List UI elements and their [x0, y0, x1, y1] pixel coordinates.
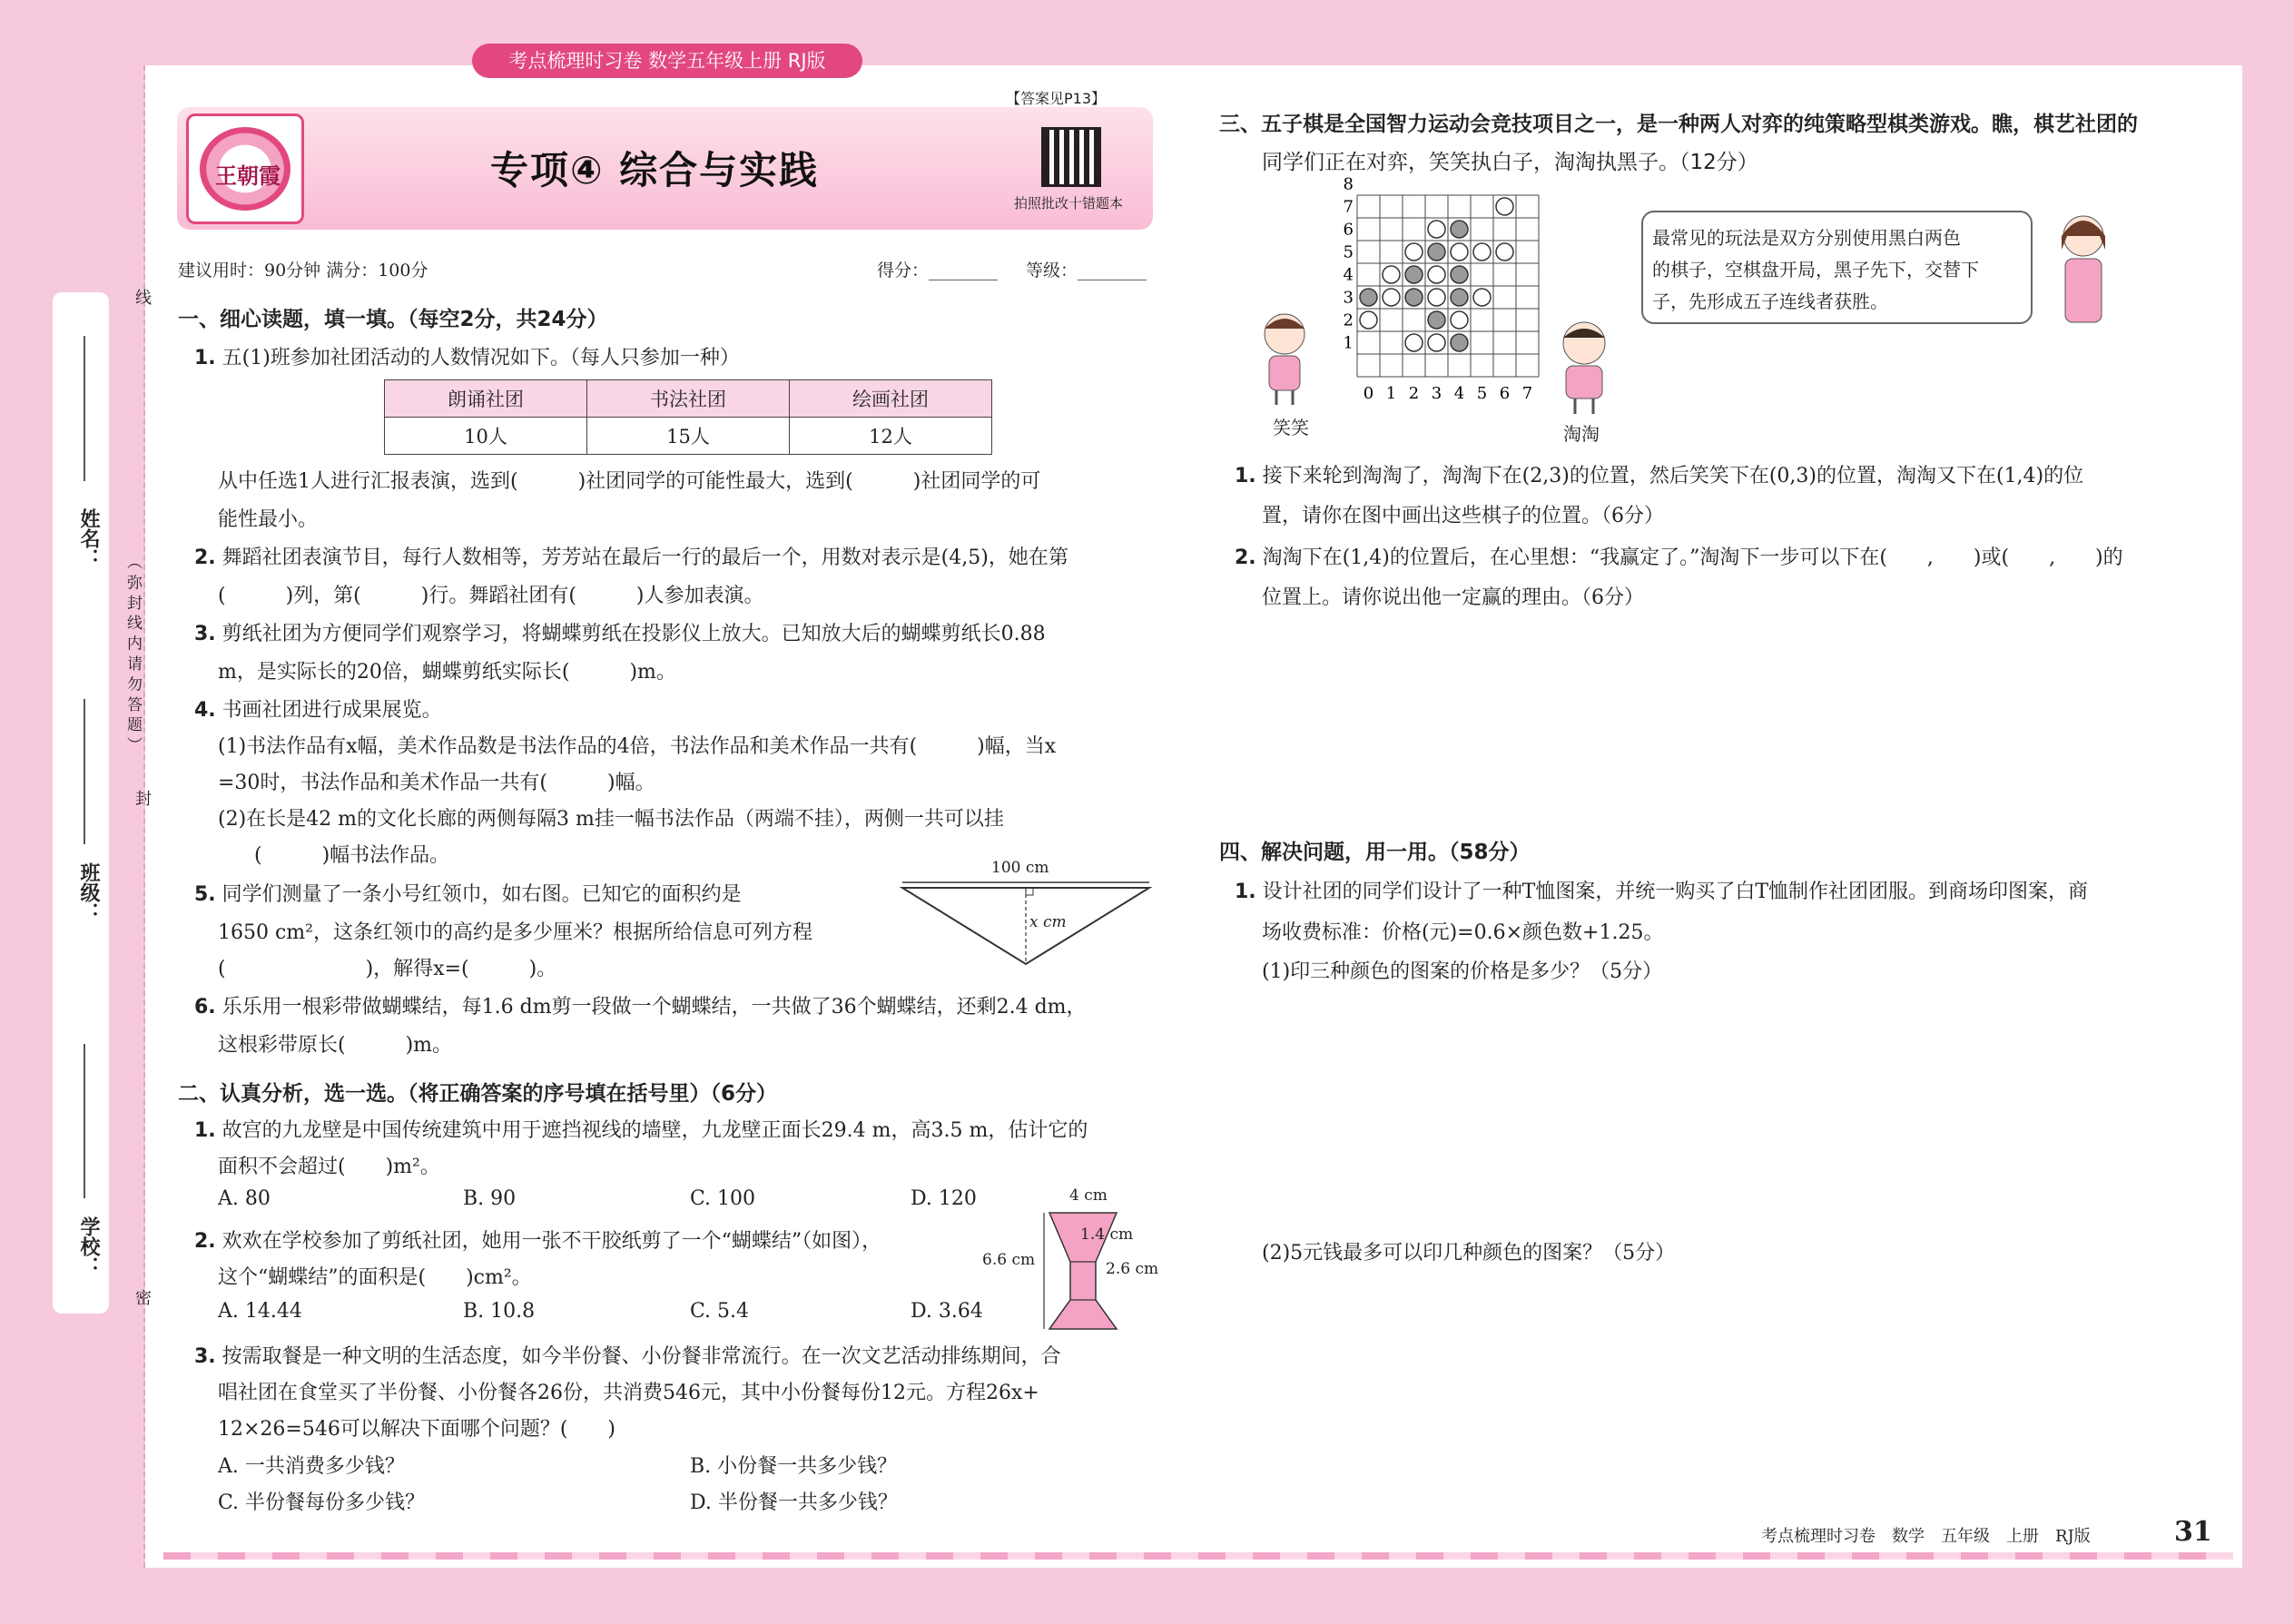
s1-q4-1-line2: =30时，书法作品和美术作品一共有( )幅。: [218, 772, 655, 794]
footer-decor: [163, 1552, 2233, 1560]
club-table: [384, 379, 992, 455]
s2-q1-opt-b[interactable]: B. 90: [463, 1187, 517, 1210]
s2-q3-opt-b[interactable]: B. 小份餐一共多少钱？: [690, 1455, 898, 1478]
s4-q1-line2: 场收费标准：价格(元)=0.6×颜色数+1.25。: [1262, 921, 1664, 944]
s2-q2-opt-a[interactable]: A. 14.44: [218, 1300, 302, 1323]
name-blank-line: [84, 336, 85, 481]
scarf-height-label: x cm: [1029, 913, 1067, 931]
qr-caption: 拍照批改十错题本: [1014, 195, 1124, 212]
speech-line1: 最常见的玩法是双方分别使用黑白两色: [1652, 227, 1961, 249]
white-stone: [1473, 243, 1491, 261]
student-info-sidebar: [53, 292, 109, 1314]
board-x-label: 3: [1431, 384, 1442, 403]
page-number: 31: [2174, 1516, 2212, 1548]
page-title: 专项④ 综合与实践: [490, 148, 820, 192]
white-stone: [1428, 266, 1445, 283]
white-stone: [1428, 221, 1445, 238]
s2-q2-text: 欢欢在学校参加了剪纸社团，她用一张不干胶纸剪了一个“蝴蝶结”（如图），: [222, 1230, 882, 1253]
section1-heading: 一、细心读题，填一填。（每空2分，共24分）: [178, 308, 608, 331]
section3-heading-line2: 同学们正在对弈，笑笑执白子，淘淘执黑子。（12分）: [1262, 151, 1758, 174]
section4-heading: 四、解决问题，用一用。（58分）: [1219, 841, 1531, 864]
board-y-label: 6: [1343, 220, 1354, 240]
s2-q1-opt-d[interactable]: D. 120: [911, 1187, 977, 1210]
teacher-figure: [2047, 209, 2120, 327]
white-stone: [1496, 243, 1513, 261]
time-info: 建议用时：90分钟 满分：100分: [178, 261, 428, 281]
speech-line3: 子，先形成五子连线者获胜。: [1652, 290, 1888, 312]
s1-q4-2-line2: ( )幅书法作品。: [254, 844, 450, 867]
s2-q3-line3: 12×26=546可以解决下面哪个问题？( ): [218, 1418, 616, 1441]
seal-mark-line: 线: [133, 289, 152, 305]
s2-q3-opt-c[interactable]: C. 半份餐每份多少钱？: [218, 1491, 426, 1514]
white-stone: [1428, 334, 1445, 351]
board-x-label: 6: [1499, 384, 1511, 403]
bow-mid-label: 1.4 cm: [1080, 1225, 1134, 1244]
s4-q1-part2: (2)5元钱最多可以印几种颜色的图案？（5分）: [1262, 1242, 1676, 1265]
logo-text: 王朝霞: [215, 162, 281, 189]
s1-q2-line2: ( )列，第( )行。舞蹈社团有( )人参加表演。: [218, 585, 764, 607]
s2-q3-text: 按需取餐是一种文明的生活态度，如今半份餐、小份餐非常流行。在一次文艺活动排练期间，合: [222, 1345, 1061, 1368]
s4-q1-text: 设计社团的同学们设计了一种T恤图案，并统一购买了白T恤制作社团团服。到商场印图案，商: [1262, 881, 2089, 903]
s3-q2-text: 淘淘下在(1,4)的位置后，在心里想：“我赢定了。”淘淘下一步可以下在( , )或( , )的: [1262, 546, 2123, 569]
section2-heading: 二、认真分析，选一选。（将正确答案的序号填在括号里）（6分）: [178, 1082, 778, 1106]
footer-text: 考点梳理时习卷 数学 五年级 上册 RJ版: [1761, 1527, 2091, 1546]
gomoku-board[interactable]: [1343, 174, 1543, 408]
seal-mark-seal: 封: [133, 790, 152, 806]
white-stone: [1405, 334, 1423, 351]
white-stone: [1360, 311, 1377, 329]
board-x-label: 0: [1363, 384, 1374, 403]
s1-q1-text: 五(1)班参加社团活动的人数情况如下。（每人只参加一种）: [222, 347, 740, 369]
s1-q6-line2: 这根彩带原长( )m。: [218, 1034, 453, 1057]
s2-q2-opt-c[interactable]: C. 5.4: [690, 1300, 750, 1323]
table-header-cell: 绘画社团: [790, 380, 992, 418]
bow-height-label: 6.6 cm: [982, 1251, 1036, 1269]
board-y-label: 8: [1343, 174, 1354, 194]
worksheet-page: 姓名： 班级： 学校： （ 弥 封 线 内 请 勿 答 题 ） 线 封 密 考点梳理时习卷 数学五年级上册 RJ版 王朝霞 专项④ 综合与实践 【答案见P13】 拍照批改十错题本 建议用时：90分钟 满分：100分 得分：________ 等级：________ 一、细心读题，填一填。（每空2分，共24分） 1. 五(1)班参加社团活动的人数情况如下。（每人只参加一种） 朗诵社团 书法社团 绘画社团 10人 15人 12人 从中任选1人进行汇报表演，选到( )社团同学的可能性最大，选到( )社团同学的可 能性最小。 2. 舞蹈社团表演节目，每行人数相等，芳芳站在最后一行的最后一个，用数对表示是(4,5)，她在第 ( )列，第( )行。舞蹈社团有( )人参加表演。 3. 剪纸社团为方便同学们观察学习，将蝴蝶剪纸在投影仪上放大。已知放大后的蝴蝶剪纸长0.88 m，是实际长的20倍，蝴蝶剪纸实际长( )m。 4. 书画社团进行成果展览。 (1)书法作品有x幅，美术作品数是书法作品的4倍，书法作品和美术作品一共有( )幅，当x =30时，书法作品和美术作品一共有( )幅。 (2)在长是42 m的文化长廊的两侧每隔3 m挂一幅书法作品（两端不挂），两侧一共可以挂 ( )幅书法作品。 5. 同学们测量了一条小号红领巾，如右图。已知它的面积约是 1650 cm²，这条红领巾的高约是多少厘米？根据所给信息可列方程 ( )，解得x=( )。 100 cm x cm 6. 乐乐用一根彩带做蝴蝶结，每1.6 dm剪一段做一个蝴蝶结，一共做了36个蝴蝶结，还剩2.4 dm， 这根彩带原长( )m。 二、认真分析，选一选。（将正确答案的序号填在括号里）（6分） 1. 故宫的九龙壁是中国传统建筑中用于遮挡视线的墙壁，九龙壁正面长29.4 m，高3.5 m，估计它的 面积不会超过( )m²。 A. 80 B. 90 C. 100 D. 120 2. 欢欢在学校参加了剪纸社团，她用一张不干胶纸剪了一个“蝴蝶结”（如图）， 这个“蝴蝶结”的面积是( )cm²。 A. 14.44 B. 10.8 C. 5.4 D. 3.64 4 cm 1.4 cm 6.6 cm 2.6 cm 3. 按需取餐是一种文明的生活态度，如今半份餐、小份餐非常流行。在一次文艺活动排练期间，合 唱社团在食堂买了半份餐、小份餐各26份，共消费546元，其中小份餐每份12元。方程26x+ 12×26=546可以解决下面哪个问题？( ) A. 一共消费多少钱？ B. 小份餐一共多少钱？ C. 半份餐每份多少钱？ D. 半份餐一共多少钱？ 三、五子棋是全国智力运动会竞技项目之一，是一种两人对弈的纯策略型棋类游戏。瞧，棋艺社团的 同学们正在对弈，笑笑执白子，淘淘执黑子。（12分） 0 1 2 3 4 5 6 7 1 2 3 4 5 6 7 8 笑笑 淘淘 最常见的玩法是双方分别使用黑白两色 的棋子，空棋盘开局，黑子先下，交替下 子，先形成五子连线者获胜。 1. 接下来轮到淘淘了，淘淘下在(2,3)的位置，然后笑笑下在(0,3)的位置，淘淘又下在(1,4)的位 置，请你在图中画出这些棋子的位置。（6分） 2. 淘淘下在(1,4)的位置后，在心里想：“我赢定了。”淘淘下一步可以下在( , )或( , )的 位置上。请你说出他一定赢的理由。（6分） 四、解决问题，用一用。（58分） 1. 设计社团的同学们设计了一种T恤图案，并统一购买了白T恤制作社团团服。到商场印图案，商 场收费标准：价格(元)=0.6×颜色数+1.25。 (1)印三种颜色的图案的价格是多少？（5分） (2)5元钱最多可以印几种颜色的图案？（5分） 考点梳理时习卷 数学 五年级 上册 RJ版 31: [0, 0, 2294, 1624]
boy-label: 淘淘: [1563, 423, 1600, 445]
boy-taotao-figure: [1548, 318, 1620, 418]
black-stone: [1360, 289, 1377, 306]
s1-q2-text: 舞蹈社团表演节目，每行人数相等，芳芳站在最后一行的最后一个，用数对表示是(4,5)，她在第: [222, 546, 1068, 569]
s1-q4-text: 书画社团进行成果展览。: [222, 699, 442, 722]
s1-q3-text: 剪纸社团为方便同学们观察学习，将蝴蝶剪纸在投影仪上放大。已知放大后的蝴蝶剪纸长0.88: [222, 623, 1046, 645]
score-field[interactable]: 得分：________: [877, 261, 999, 281]
s2-q1-text: 故宫的九龙壁是中国传统建筑中用于遮挡视线的墙壁，九龙壁正面长29.4 m，高3.5 m，估计它的: [222, 1119, 1088, 1142]
s2-q3-opt-d[interactable]: D. 半份餐一共多少钱？: [690, 1491, 898, 1514]
girl-label: 笑笑: [1273, 417, 1309, 438]
board-x-label: 1: [1385, 384, 1397, 403]
s1-q4-2-line1: (2)在长是42 m的文化长廊的两侧每隔3 m挂一幅书法作品（两端不挂），两侧一共可以挂: [218, 808, 1004, 831]
board-y-label: 3: [1343, 288, 1354, 308]
name-label: 姓名：: [77, 508, 100, 568]
white-stone: [1473, 289, 1491, 306]
white-stone: [1496, 198, 1513, 215]
bow-top-label: 4 cm: [1069, 1186, 1108, 1205]
black-stone: [1405, 266, 1423, 283]
s1-q4-1-line1: (1)书法作品有x幅，美术作品数是书法作品的4倍，书法作品和美术作品一共有( )幅，当x: [218, 735, 1057, 758]
qr-code-icon[interactable]: [1041, 127, 1101, 187]
section3-heading: 三、五子棋是全国智力运动会竞技项目之一，是一种两人对弈的纯策略型棋类游戏。瞧，棋艺社团的: [1219, 113, 2138, 136]
white-stone: [1451, 311, 1468, 329]
board-y-label: 1: [1343, 333, 1354, 353]
school-label: 学校：: [77, 1216, 100, 1276]
black-stone: [1451, 221, 1468, 238]
board-y-label: 4: [1343, 265, 1354, 285]
s1-q1-line2: 从中任选1人进行汇报表演，选到( )社团同学的可能性最大，选到( )社团同学的可: [218, 470, 1041, 493]
white-stone: [1383, 266, 1400, 283]
s2-q2-line2: 这个“蝴蝶结”的面积是( )cm²。: [218, 1266, 532, 1289]
white-stone: [1428, 289, 1445, 306]
board-y-label: 5: [1343, 242, 1354, 262]
class-blank-line: [84, 699, 85, 844]
s2-q1-opt-a[interactable]: A. 80: [218, 1187, 271, 1210]
white-stone: [1405, 243, 1423, 261]
s1-q5-text: 同学们测量了一条小号红领巾，如右图。已知它的面积约是: [222, 883, 742, 906]
girl-xiaoxiao-figure: [1253, 309, 1316, 408]
s2-q2-opt-d[interactable]: D. 3.64: [911, 1300, 983, 1323]
s2-q3-opt-a[interactable]: A. 一共消费多少钱？: [218, 1455, 405, 1478]
s3-q2-line2: 位置上。请你说出他一定赢的理由。（6分）: [1262, 586, 1644, 609]
s3-q1-text: 接下来轮到淘淘了，淘淘下在(2,3)的位置，然后笑笑下在(0,3)的位置，淘淘又下在(1,4)的位: [1262, 465, 2084, 487]
seal-notice: （ 弥 封 线 内 请 勿 答 题 ）: [123, 554, 142, 753]
table-cell: 15人: [587, 418, 790, 455]
scarf-triangle-figure: [899, 862, 1153, 971]
board-x-label: 5: [1476, 384, 1488, 403]
black-stone: [1428, 311, 1445, 329]
s1-q5-line3: ( )，解得x=( )。: [218, 958, 557, 980]
table-cell: 10人: [385, 418, 587, 455]
white-stone: [1383, 289, 1400, 306]
speech-line2: 的棋子，空棋盘开局，黑子先下，交替下: [1652, 259, 1979, 281]
board-y-label: 7: [1343, 197, 1354, 217]
black-stone: [1428, 243, 1445, 261]
black-stone: [1451, 289, 1468, 306]
s1-q6-text: 乐乐用一根彩带做蝴蝶结，每1.6 dm剪一段做一个蝴蝶结，一共做了36个蝴蝶结，还剩2.4 dm，: [222, 996, 1087, 1019]
grade-field[interactable]: 等级：________: [1026, 261, 1147, 281]
s4-q1-part1: (1)印三种颜色的图案的价格是多少？（5分）: [1262, 960, 1663, 983]
school-blank-line: [84, 1044, 85, 1198]
s1-q5-line2: 1650 cm²，这条红领巾的高约是多少厘米？根据所给信息可列方程: [218, 921, 812, 944]
s3-q1-line2: 置，请你在图中画出这些棋子的位置。（6分）: [1262, 505, 1664, 527]
board-x-label: 7: [1521, 384, 1533, 403]
board-y-label: 2: [1343, 310, 1354, 330]
table-header-cell: 书法社团: [587, 380, 790, 418]
white-stone: [1451, 243, 1468, 261]
black-stone: [1451, 334, 1468, 351]
black-stone: [1451, 266, 1468, 283]
s1-q1-line3: 能性最小。: [218, 508, 319, 531]
seal-mark-secret: 密: [133, 1289, 152, 1305]
s2-q1-opt-c[interactable]: C. 100: [690, 1187, 756, 1210]
s2-q1-line2: 面积不会超过( )m²。: [218, 1156, 440, 1178]
black-stone: [1405, 289, 1423, 306]
brand-logo: [186, 113, 304, 224]
board-x-label: 4: [1453, 384, 1465, 403]
s1-q3-line2: m，是实际长的20倍，蝴蝶剪纸实际长( )m。: [218, 661, 676, 684]
class-label: 班级：: [77, 862, 100, 922]
bow-side-label: 2.6 cm: [1106, 1260, 1159, 1278]
scarf-width-label: 100 cm: [991, 859, 1049, 877]
table-cell: 12人: [790, 418, 992, 455]
board-x-label: 2: [1408, 384, 1420, 403]
top-banner: 考点梳理时习卷 数学五年级上册 RJ版: [472, 44, 862, 78]
table-header-cell: 朗诵社团: [385, 380, 587, 418]
s2-q3-line2: 唱社团在食堂买了半份餐、小份餐各26份，共消费546元，其中小份餐每份12元。方程26x+: [218, 1382, 1039, 1404]
answer-ref: 【答案见P13】: [1006, 90, 1107, 107]
s2-q2-opt-b[interactable]: B. 10.8: [463, 1300, 536, 1323]
